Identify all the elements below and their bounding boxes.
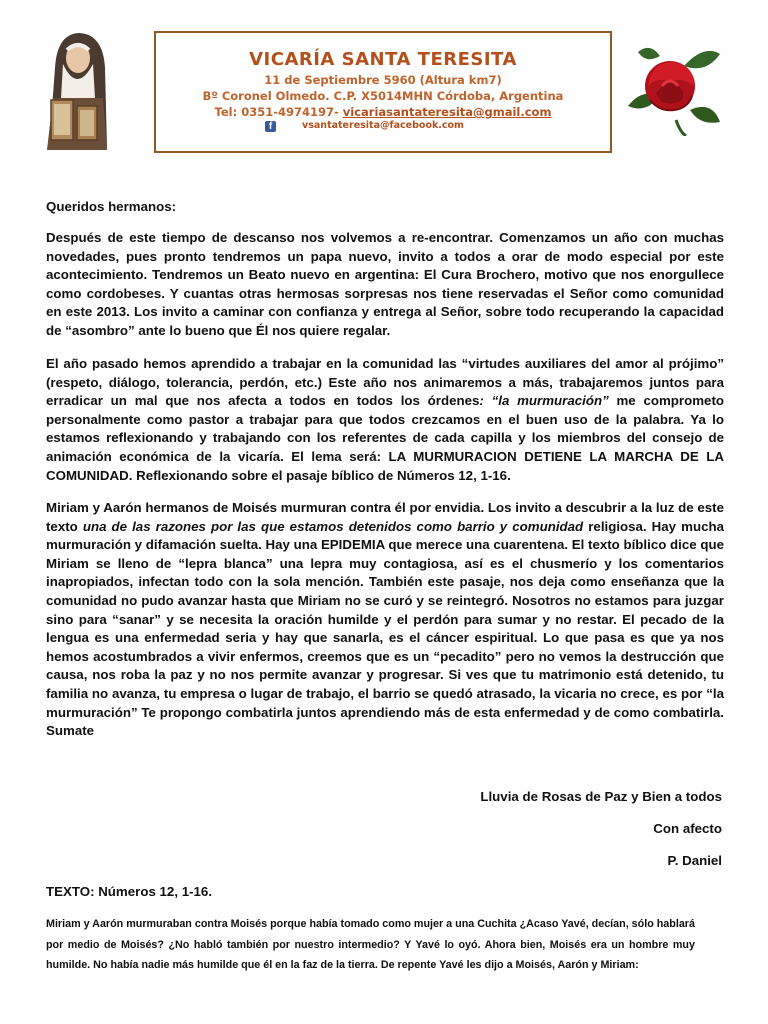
paragraph-3-emphasis: una de las razones por las que estamos detenidos como barrio y comunidad [82, 518, 584, 534]
paragraph-1: Después de este tiempo de descanso nos volvemos a re-encontrar. Comenzamos un año con muchas novedades, pues pronto tendremos un papa nuevo, invito a todos a orar de modo especial por este acontecimiento. Tendremos un Beato nuevo en argentina: El Cura Brochero, motivo que nos enorgullece como cordobeses. Y cuantas otras hermosas sorpresas nos tiene reservadas el Señor como comunidad en este 2013. Los invito a caminar con confianza y entrega al Señor, sobre todo recuperando la capacidad de “asombro” ante lo bueno que Él nos quiere regalar. [46, 230, 724, 338]
paragraph-3-text-b: religiosa. Hay mucha murmuración y difamación suelta. Hay una EPIDEMIA que merece una cuarentena. El texto bíblico dice que Miriam se lleno de “lepra blanca” una lepra muy contagiosa, así es el chusmerío y los comentarios inapropiados, infectan todo con la sola mención. También este pasaje, nos deja como enseñanza que la comunidad no pudo avanzar hasta que Miriam no se curó y se reintegró. Nosotros no estamos para juzgar sino para “sanar” y se necesita la oración humilde y el perdón para sumar y no restar. El pecado de la lengua es una enfermedad seria y hay que sanarla, es el cáncer espiritual. Lo que pasa es que ya nos hemos acostumbrados a vivir enfermos, creemos que es un “pecadito” pero no vemos la destrucción que causa, nos roba la paz y no nos permite avanzar y progresar. Si ves que tu matrimonio está detenido, tu familia no avanza, tu empresa o lugar de trabajo, el barrio se quedó atrasado, la vicaria no crece, es por “la murmuración” Te propongo combatirla juntos aprendiendo más de esta enfermedad y de como combatirla. Sumate [46, 518, 724, 739]
facebook-line [156, 120, 610, 131]
closing-affection: Con afecto [653, 821, 722, 836]
paragraph-2-emphasis: : “la murmuración” [479, 393, 609, 409]
email-link[interactable]: vicariasantateresita@gmail.com [342, 105, 552, 119]
scripture-heading: TEXTO: Números 12, 1-16. [46, 884, 213, 899]
scripture-text: Miriam y Aarón murmuraban contra Moisés porque había tomado como mujer a una Cuchita ¿Acaso Yavé, decían, sólo hablará por medio de Moisés? ¿No habló también por nuestro intermedio? Y Yavé lo oyó. Ahora bien, Moisés era un hombre muy humilde. No había nadie más humilde que él en la faz de la tierra. De repente Yavé les dijo a Moisés, Aarón y Miriam: [46, 918, 695, 971]
contact-line [156, 104, 610, 120]
letterhead-box [154, 31, 612, 153]
closing-blessing: Lluvia de Rosas de Paz y Bien a todos [480, 789, 722, 804]
saint-teresita-portrait [45, 28, 109, 150]
paragraph-2 [46, 355, 724, 485]
facebook-text: vsantateresita@facebook.com [302, 120, 464, 131]
facebook-icon: f [265, 121, 276, 132]
paragraph-2-text-b: me comprometo personalmente como pastor a trabajar para que todos crezcamos en el buen uso de la palabra. Ya lo estamos reflexionando y trabajando con los referentes de cada capilla y los miembros del consejo de animación económica de la vicaría. El lema será: LA MURMURACION DETIENE LA MARCHA DE LA COMUNIDAD. Reflexionando sobre el pasaje bíblico de Números 12, 1-16. [46, 393, 724, 483]
signature: P. Daniel [667, 853, 722, 868]
address-line-1: 11 de Septiembre 5960 (Altura km7) [264, 73, 502, 87]
letter-greeting: Queridos hermanos: [46, 199, 177, 214]
rose-icon [620, 36, 724, 136]
vicaria-title: VICARÍA SANTA TERESITA [249, 49, 517, 70]
phone-text: Tel: 0351-4974197- [214, 105, 343, 119]
paragraph-3-text-a: Miriam y Aarón hermanos de Moisés murmuran contra él por envidia. Los invito a descubrir a la luz de este texto [46, 500, 724, 534]
paragraph-2-text-a: El año pasado hemos aprendido a trabajar en la comunidad las “virtudes auxiliares del amor al prójimo” (respeto, diálogo, tolerancia, perdón, etc.) Este año nos animaremos a más, trabajaremos juntos para erradicar un mal que nos afecta a todos en todos los órdenes [46, 356, 724, 409]
address-line-2: Bº Coronel Olmedo. C.P. X5014MHN Córdoba, Argentina [202, 89, 564, 103]
paragraph-3 [46, 499, 724, 741]
